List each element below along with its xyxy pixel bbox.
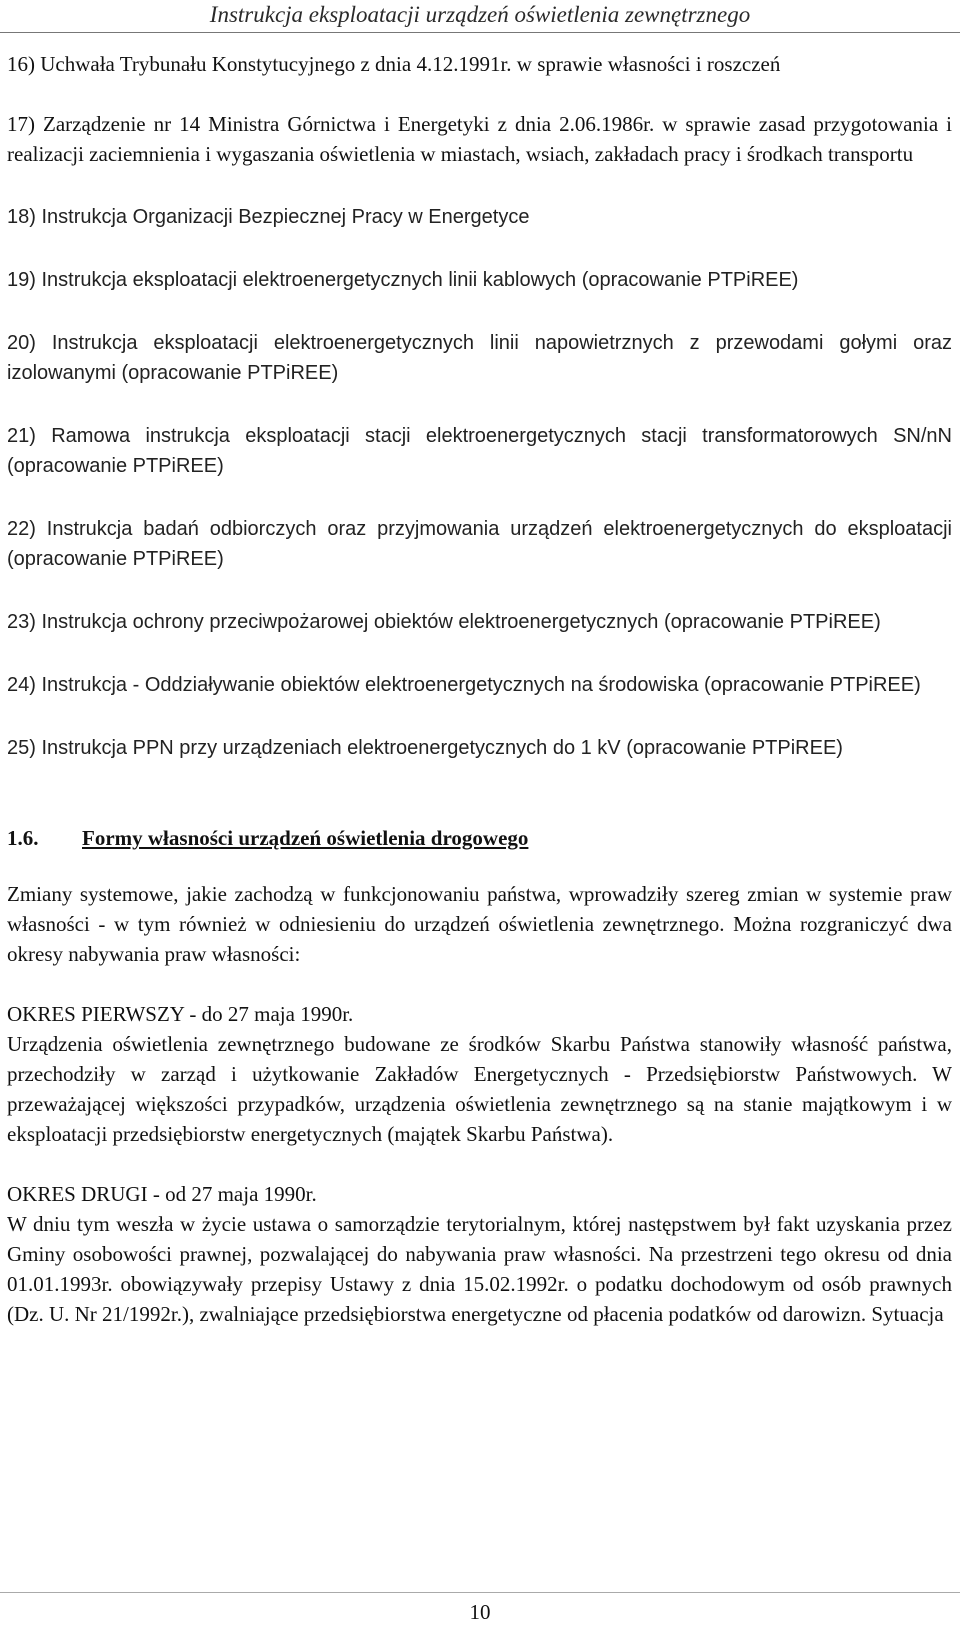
reference-item xyxy=(7,421,952,481)
reference-text: Ramowa instrukcja eksploatacji stacji elektroenergetycznych stacji transformatorowych SN/nN (opracowanie PTPiREE) xyxy=(7,425,952,477)
period-one-text: Urządzenia oświetlenia zewnętrznego budowane ze środków Skarbu Państwa stanowiły własność państwa, przechodziły w zarząd i użytkowanie Zakładów Energetycznych - Przedsiębiorstw Państwowych. W przeważającej większości przypadków, urządzenia oświetlenia zewnętrznego są na stanie majątkowym i w eksploatacji przedsiębiorstw energetycznych (majątek Skarbu Państwa). xyxy=(7,1032,952,1146)
reference-text: Instrukcja Organizacji Bezpiecznej Pracy w Energetyce xyxy=(41,206,530,228)
section-intro: Zmiany systemowe, jakie zachodzą w funkcjonowaniu państwa, wprowadziły szereg zmian w systemie praw własności - w tym również w odniesieniu do urządzeń oświetlenia zewnętrznego. Można rozgraniczyć dwa okresy nabywania praw własności: xyxy=(7,882,952,966)
reference-item xyxy=(7,202,952,232)
reference-item xyxy=(7,109,952,169)
period-two-label: OKRES DRUGI - od 27 maja 1990r. xyxy=(7,1182,317,1206)
reference-list-sans xyxy=(7,202,952,763)
reference-number: 24) xyxy=(7,674,36,696)
page-number: 10 xyxy=(469,1600,491,1624)
section-heading xyxy=(7,823,952,853)
reference-text: Zarządzenie nr 14 Ministra Górnictwa i Energetyki z dnia 2.06.1986r. w sprawie zasad przygotowania i realizacji zaciemnienia i wygaszania oświetlenia w miastach, wsiach, zakładach pracy i środkach transportu xyxy=(7,112,953,166)
reference-number: 22) xyxy=(7,518,36,540)
section-number: 1.6. xyxy=(7,826,39,850)
period-two-text: W dniu tym weszła w życie ustawa o samorządzie terytorialnym, której następstwem był fakt uzyskania przez Gminy osobowości prawnej, pozwalającej do nabywania praw własności. Na przestrzeni tego okresu od dnia 01.01.1993r. obowiązywały przepisy Ustawy z dnia 15.02.1992r. o podatku dochodowym od osób prawnych (Dz. U. Nr 21/1992r.), zwalniające przedsiębiorstwa energetyczne od płacenia podatków od darowizn. Sytuacja xyxy=(7,1212,952,1326)
reference-number: 21) xyxy=(7,425,36,447)
reference-number: 19) xyxy=(7,269,36,291)
section-title: Formy własności urządzeń oświetlenia drogowego xyxy=(82,826,529,850)
page-body xyxy=(7,49,952,1329)
reference-number: 16) xyxy=(7,52,35,76)
reference-text: Uchwała Trybunału Konstytucyjnego z dnia 4.12.1991r. w sprawie własności i roszczeń xyxy=(40,52,781,76)
reference-item xyxy=(7,514,952,574)
header-divider xyxy=(0,32,960,33)
reference-text: Instrukcja - Oddziaływanie obiektów elektroenergetycznych na środowiska (opracowanie PTPiREE) xyxy=(41,674,921,696)
reference-item xyxy=(7,328,952,388)
reference-text: Instrukcja PPN przy urządzeniach elektroenergetycznych do 1 kV (opracowanie PTPiREE) xyxy=(41,737,843,759)
reference-text: Instrukcja badań odbiorczych oraz przyjmowania urządzeń elektroenergetycznych do eksploatacji (opracowanie PTPiREE) xyxy=(7,518,952,570)
reference-text: Instrukcja eksploatacji elektroenergetycznych linii napowietrznych z przewodami gołymi oraz izolowanymi (opracowanie PTPiREE) xyxy=(7,332,953,384)
reference-item xyxy=(7,607,952,637)
reference-number: 25) xyxy=(7,737,36,759)
running-header: Instrukcja eksploatacji urządzeń oświetlenia zewnętrznego xyxy=(209,2,751,27)
reference-text: Instrukcja eksploatacji elektroenergetycznych linii kablowych (opracowanie PTPiREE) xyxy=(41,269,799,291)
footer-divider xyxy=(0,1592,960,1593)
reference-item xyxy=(7,733,952,763)
reference-item xyxy=(7,265,952,295)
reference-text: Instrukcja ochrony przeciwpożarowej obiektów elektroenergetycznych (opracowanie PTPiREE) xyxy=(41,611,881,633)
reference-number: 18) xyxy=(7,206,36,228)
reference-item xyxy=(7,49,952,79)
period-one-label: OKRES PIERWSZY - do 27 maja 1990r. xyxy=(7,1002,354,1026)
reference-item xyxy=(7,670,952,700)
reference-number: 17) xyxy=(7,112,35,136)
reference-number: 20) xyxy=(7,332,36,354)
reference-number: 23) xyxy=(7,611,36,633)
